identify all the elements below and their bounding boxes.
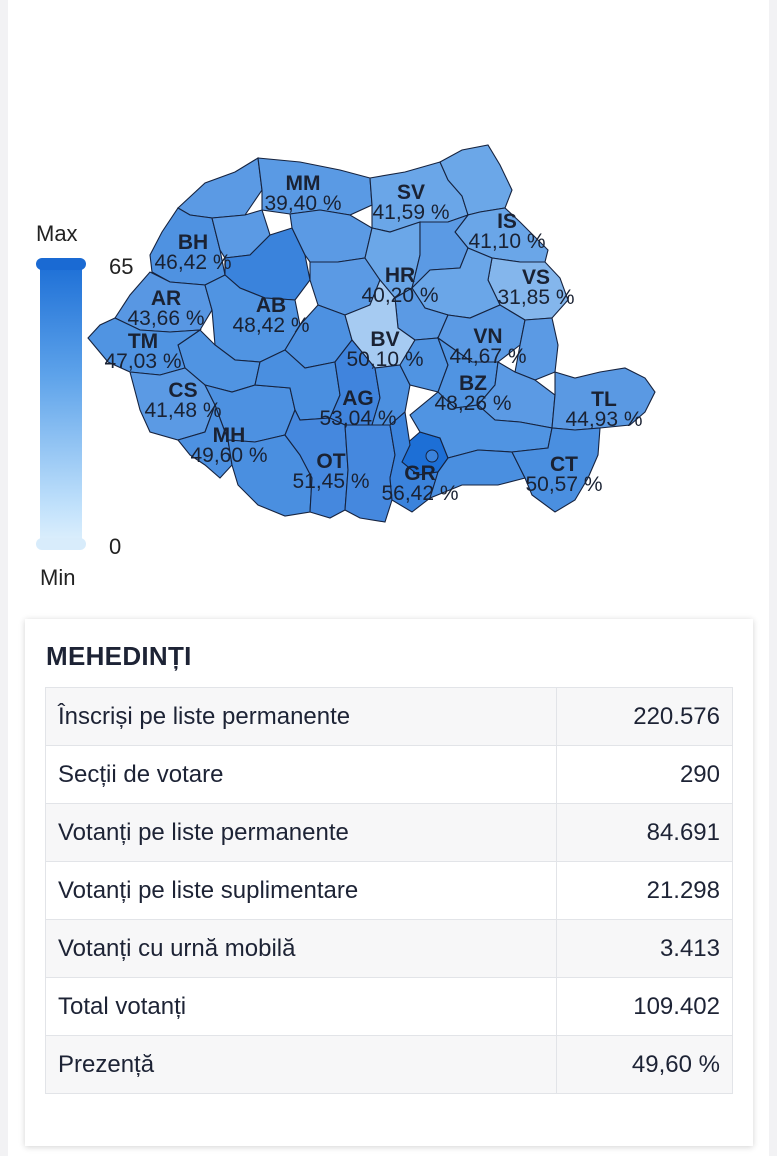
row-value: 49,60 % <box>557 1036 733 1094</box>
table-row <box>46 862 733 920</box>
county-details-card <box>25 619 753 1146</box>
label-value-HR: 40,20 % <box>361 284 439 307</box>
label-value-CT: 50,57 % <box>525 473 603 496</box>
label-code-BZ: BZ <box>459 372 487 395</box>
county-SM[interactable] <box>178 158 262 218</box>
row-value: 3.413 <box>557 920 733 978</box>
label-value-MM: 39,40 % <box>264 192 342 215</box>
label-value-IS: 41,10 % <box>468 230 546 253</box>
label-value-CS: 41,48 % <box>144 399 222 422</box>
label-code-AG: AG <box>342 387 374 410</box>
label-value-BH: 46,42 % <box>154 251 232 274</box>
label-code-VN: VN <box>473 325 503 348</box>
label-code-VS: VS <box>521 266 551 289</box>
label-value-GR: 56,42 % <box>381 482 459 505</box>
row-value: 109.402 <box>557 978 733 1036</box>
bucharest-marker <box>426 450 438 462</box>
label-code-TL: TL <box>591 388 617 411</box>
row-value: 21.298 <box>557 862 733 920</box>
county-stats-table <box>45 687 733 1094</box>
row-value: 290 <box>557 746 733 804</box>
label-value-TM: 47,03 % <box>104 350 182 373</box>
label-value-AR: 43,66 % <box>127 307 205 330</box>
label-code-OT: OT <box>316 450 346 473</box>
label-code-SV: SV <box>396 181 426 204</box>
label-code-AB: AB <box>255 294 287 317</box>
label-code-HR: HR <box>384 264 416 287</box>
table-row <box>46 920 733 978</box>
row-label: Prezență <box>46 1036 557 1094</box>
label-value-VN: 44,67 % <box>449 345 527 368</box>
row-label: Votanți pe liste permanente <box>46 804 557 862</box>
label-code-CT: CT <box>550 453 578 476</box>
label-code-GR: GR <box>404 462 436 485</box>
county-title: MEHEDINȚI <box>46 641 192 671</box>
label-code-TM: TM <box>127 330 159 353</box>
label-value-VS: 31,85 % <box>497 286 575 309</box>
row-value: 220.576 <box>557 688 733 746</box>
table-row <box>46 978 733 1036</box>
legend-min-value: 0 <box>109 534 122 559</box>
table-row <box>46 688 733 746</box>
label-value-TL: 44,93 % <box>565 408 643 431</box>
row-value: 84.691 <box>557 804 733 862</box>
row-label: Votanți pe liste suplimentare <box>46 862 557 920</box>
label-value-OT: 51,45 % <box>292 470 370 493</box>
label-code-MH: MH <box>212 424 246 447</box>
label-value-AB: 48,42 % <box>232 314 310 337</box>
label-code-CS: CS <box>168 379 198 402</box>
legend-min-label: Min <box>40 565 76 590</box>
legend-max-label: Max <box>36 221 78 246</box>
label-value-BZ: 48,26 % <box>434 392 512 415</box>
label-code-AR: AR <box>150 287 182 310</box>
label-value-SV: 41,59 % <box>372 201 450 224</box>
row-label: Total votanți <box>46 978 557 1036</box>
legend-max-value: 65 <box>109 254 134 279</box>
label-value-BV: 50,10 % <box>346 348 424 371</box>
table-row <box>46 1036 733 1094</box>
label-code-MM: MM <box>285 172 321 195</box>
table-row <box>46 804 733 862</box>
label-code-IS: IS <box>497 210 517 233</box>
row-label: Înscriși pe liste permanente <box>46 688 557 746</box>
row-label: Secții de votare <box>46 746 557 804</box>
label-code-BH: BH <box>177 231 209 254</box>
label-code-BV: BV <box>370 328 400 351</box>
row-label: Votanți cu urnă mobilă <box>46 920 557 978</box>
label-value-AG: 53,04 % <box>319 407 397 430</box>
table-row <box>46 746 733 804</box>
label-value-MH: 49,60 % <box>190 444 268 467</box>
